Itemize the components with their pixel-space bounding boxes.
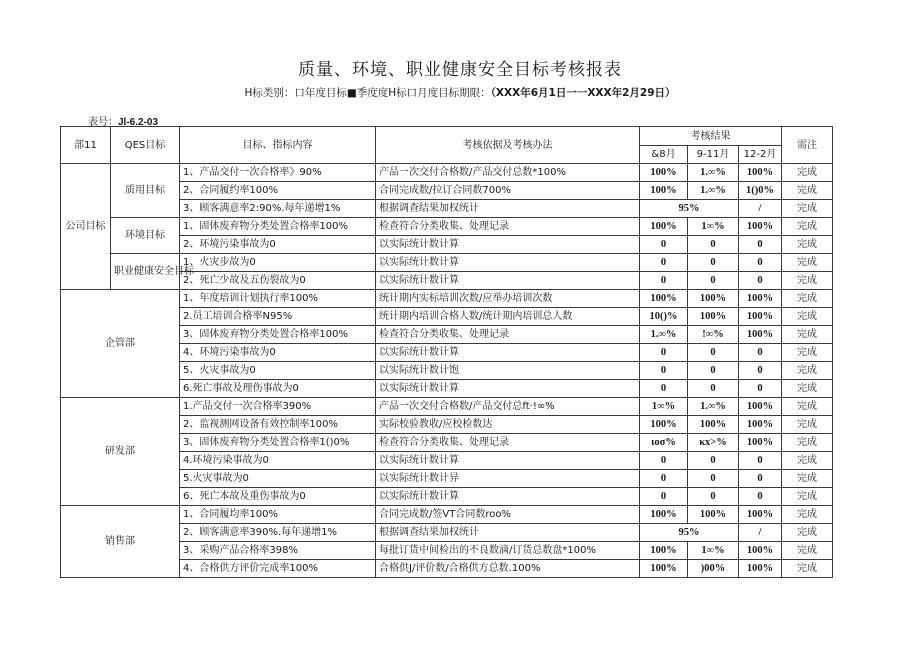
result-cell-3: 1()0% bbox=[739, 182, 782, 200]
result-cell-3: 0 bbox=[739, 236, 782, 254]
result-cell-1: 0 bbox=[640, 452, 688, 470]
note-cell: 完成 bbox=[782, 164, 833, 182]
note-cell: 完成 bbox=[782, 380, 833, 398]
result-cell-3: 0 bbox=[739, 380, 782, 398]
note-cell: 完成 bbox=[782, 362, 833, 380]
note-cell: 完成 bbox=[782, 542, 833, 560]
note-cell: 完成 bbox=[782, 308, 833, 326]
result-cell-2: 1∞% bbox=[688, 218, 739, 236]
method-cell: 检查符合分类收集、处理记录 bbox=[376, 434, 640, 452]
indicator-cell: 2、环境污染事故为0 bbox=[180, 236, 376, 254]
result-cell-1: 0 bbox=[640, 488, 688, 506]
method-cell: 产品一次交付合格数/产品交付总ft·!∞% bbox=[376, 398, 640, 416]
method-cell: 合格供J/评价数/合格供方总数.100% bbox=[376, 560, 640, 578]
result-cell-3: 0 bbox=[739, 254, 782, 272]
result-cell-1: 100% bbox=[640, 560, 688, 578]
result-cell-3: 0 bbox=[739, 452, 782, 470]
result-cell-2: 100% bbox=[688, 308, 739, 326]
header-method: 考核依据及考核办法 bbox=[376, 127, 640, 164]
result-cell-1: 0 bbox=[640, 254, 688, 272]
method-cell: 以实际统计数计算 bbox=[376, 236, 640, 254]
table-row bbox=[61, 254, 833, 272]
result-cell-1: 10()% bbox=[640, 308, 688, 326]
note-cell: 完成 bbox=[782, 182, 833, 200]
method-cell: 统计期内培训合格人数/统计期内培训总人数 bbox=[376, 308, 640, 326]
indicator-cell: 2、顾客满意率390%.每年递增1% bbox=[180, 524, 376, 542]
result-cell-1: 0 bbox=[640, 236, 688, 254]
result-cell-3: / bbox=[739, 524, 782, 542]
result-cell-1: 1.∞% bbox=[640, 326, 688, 344]
method-cell: 合同完成数/拉订合同数700% bbox=[376, 182, 640, 200]
subtitle-prefix: H标类别：口年度目标 bbox=[244, 87, 347, 99]
method-cell: 以实际统计数计饱 bbox=[376, 362, 640, 380]
result-cell-1: 100% bbox=[640, 182, 688, 200]
method-cell: 根据调查结果加权统计 bbox=[376, 524, 640, 542]
indicator-cell: 2、监视测网设备有效控制率100% bbox=[180, 416, 376, 434]
method-cell: 产品一次交付合格数/产品交付总数*100% bbox=[376, 164, 640, 182]
result-cell-1: 0 bbox=[640, 362, 688, 380]
result-cell-3: 0 bbox=[739, 272, 782, 290]
result-cell-2: 0 bbox=[688, 254, 739, 272]
result-cell-1: 100% bbox=[640, 218, 688, 236]
result-cell-2: )00% bbox=[688, 560, 739, 578]
indicator-cell: 6、死亡本故及重伤事故为0 bbox=[180, 488, 376, 506]
result-cell-2: 100% bbox=[688, 416, 739, 434]
note-cell: 完成 bbox=[782, 452, 833, 470]
result-cell-2: !∞% bbox=[688, 326, 739, 344]
table-row bbox=[61, 164, 833, 182]
header-qes: QES目标 bbox=[111, 127, 180, 164]
result-cell-3: / bbox=[739, 200, 782, 218]
result-cell-2: 1∞% bbox=[688, 542, 739, 560]
report-subtitle bbox=[0, 85, 920, 100]
result-cell-1: 100% bbox=[640, 416, 688, 434]
indicator-cell: 4、合格供方评价完成率100% bbox=[180, 560, 376, 578]
indicator-cell: 3、固体废弃物分类处置合格率100% bbox=[180, 326, 376, 344]
indicator-cell: 3、采购产品合格率398% bbox=[180, 542, 376, 560]
indicator-cell: 3、顾客满意率2:90%.每年递增1% bbox=[180, 200, 376, 218]
result-cell-1: ιoσ% bbox=[640, 434, 688, 452]
method-cell: 每批订货中间检出的不良数滴/订货总数盘*100% bbox=[376, 542, 640, 560]
indicator-cell: 3、固体废弃物分类处置合格率1()0% bbox=[180, 434, 376, 452]
header-result: 考核结果 bbox=[640, 127, 782, 146]
note-cell: 完成 bbox=[782, 290, 833, 308]
result-cell-2: 1.∞% bbox=[688, 182, 739, 200]
result-cell-3: 100% bbox=[739, 398, 782, 416]
result-cell-2: 0 bbox=[688, 470, 739, 488]
note-cell: 完成 bbox=[782, 236, 833, 254]
result-cell-2: 1.∞% bbox=[688, 398, 739, 416]
note-cell: 完成 bbox=[782, 254, 833, 272]
table-row bbox=[61, 506, 833, 524]
result-cell-1: 100% bbox=[640, 290, 688, 308]
note-cell: 完成 bbox=[782, 434, 833, 452]
result-cell-3: 100% bbox=[739, 542, 782, 560]
indicator-cell: 1、产品交付一次合格率》90% bbox=[180, 164, 376, 182]
result-merged-cell: 95% bbox=[640, 524, 739, 542]
note-cell: 完成 bbox=[782, 524, 833, 542]
method-cell: 以实际统计数计异 bbox=[376, 470, 640, 488]
note-cell: 完成 bbox=[782, 218, 833, 236]
dept-cell: 研发部 bbox=[61, 398, 180, 506]
header-dept: 部11 bbox=[61, 127, 111, 164]
result-cell-3: 100% bbox=[739, 308, 782, 326]
result-cell-3: 0 bbox=[739, 470, 782, 488]
report-title: 质量、环境、职业健康安全目标考核报表 bbox=[298, 60, 622, 80]
result-cell-1: 0 bbox=[640, 344, 688, 362]
result-cell-2: 0 bbox=[688, 488, 739, 506]
note-cell: 完成 bbox=[782, 200, 833, 218]
dept-cell: 公司目标 bbox=[61, 164, 111, 290]
method-cell: 统计期内实标培训次数/应举办培训次数 bbox=[376, 290, 640, 308]
result-cell-2: 0 bbox=[688, 236, 739, 254]
result-cell-3: 0 bbox=[739, 488, 782, 506]
method-cell: 根据调查结果加权统计 bbox=[376, 200, 640, 218]
table-row bbox=[61, 218, 833, 236]
indicator-cell: 2、合同履约率100% bbox=[180, 182, 376, 200]
result-cell-2: 1.∞% bbox=[688, 164, 739, 182]
note-cell: 完成 bbox=[782, 488, 833, 506]
subtitle-period: （XXX年6月1日一一XXX年2月29日） bbox=[490, 87, 676, 99]
dept-cell: 销售部 bbox=[61, 506, 180, 578]
result-cell-2: κx>% bbox=[688, 434, 739, 452]
method-cell: 以实际统计数计算 bbox=[376, 254, 640, 272]
table-row bbox=[61, 398, 833, 416]
result-cell-1: 1∞% bbox=[640, 398, 688, 416]
qes-cell: 职业健康安全目标 bbox=[111, 254, 180, 290]
result-cell-3: 100% bbox=[739, 506, 782, 524]
result-cell-1: 0 bbox=[640, 470, 688, 488]
result-cell-1: 100% bbox=[640, 506, 688, 524]
note-cell: 完成 bbox=[782, 398, 833, 416]
indicator-cell: 1、火灾步故为0 bbox=[180, 254, 376, 272]
header-note: 需注 bbox=[782, 127, 833, 164]
method-cell: 检查符合分类收集、处理记录 bbox=[376, 218, 640, 236]
method-cell: 以实际统计数计算 bbox=[376, 380, 640, 398]
result-cell-2: 0 bbox=[688, 362, 739, 380]
result-cell-2: 100% bbox=[688, 506, 739, 524]
result-cell-2: 0 bbox=[688, 272, 739, 290]
method-cell: 合同完成数/签VT合同数roo% bbox=[376, 506, 640, 524]
indicator-cell: 5.火灾事故为0 bbox=[180, 470, 376, 488]
result-cell-3: 100% bbox=[739, 560, 782, 578]
result-cell-3: 100% bbox=[739, 434, 782, 452]
result-cell-3: 100% bbox=[739, 416, 782, 434]
header-period-3: 12-2月 bbox=[739, 146, 782, 164]
result-cell-2: 0 bbox=[688, 380, 739, 398]
result-merged-cell: 95% bbox=[640, 200, 739, 218]
method-cell: 以实际统计数计算 bbox=[376, 344, 640, 362]
result-cell-3: 100% bbox=[739, 290, 782, 308]
method-cell: 以实际统计数计算 bbox=[376, 488, 640, 506]
note-cell: 完成 bbox=[782, 416, 833, 434]
form-number-code: Jl-6.2-03 bbox=[118, 117, 159, 128]
form-number-label: 表号： bbox=[88, 117, 118, 128]
subtitle-middle: 季度度H标口月度目标期限： bbox=[356, 87, 491, 99]
result-cell-1: 0 bbox=[640, 380, 688, 398]
qes-cell: 环境目标 bbox=[111, 218, 180, 254]
method-cell: 实际校验教收/应校检数达 bbox=[376, 416, 640, 434]
indicator-cell: 4、环境污染事故为0 bbox=[180, 344, 376, 362]
indicator-cell: 2.员工培训合格率N95% bbox=[180, 308, 376, 326]
header-indicator: 目标、指标内容 bbox=[180, 127, 376, 164]
result-cell-1: 100% bbox=[640, 164, 688, 182]
indicator-cell: 1、年度培训计划执行率100% bbox=[180, 290, 376, 308]
result-cell-3: 0 bbox=[739, 344, 782, 362]
note-cell: 完成 bbox=[782, 326, 833, 344]
indicator-cell: 1、合同履均率100% bbox=[180, 506, 376, 524]
result-cell-3: 100% bbox=[739, 218, 782, 236]
result-cell-2: 0 bbox=[688, 452, 739, 470]
method-cell: 以实际统计数计算 bbox=[376, 272, 640, 290]
result-cell-3: 100% bbox=[739, 164, 782, 182]
note-cell: 完成 bbox=[782, 470, 833, 488]
qes-cell: 质用目标 bbox=[111, 164, 180, 218]
table-row bbox=[61, 290, 833, 308]
result-cell-1: 100% bbox=[640, 542, 688, 560]
method-cell: 检查符合分类收集、处理记录 bbox=[376, 326, 640, 344]
indicator-cell: 2、死亡少故及五伤裂故为0 bbox=[180, 272, 376, 290]
method-cell: 以实际统计数计算 bbox=[376, 452, 640, 470]
result-cell-3: 0 bbox=[739, 362, 782, 380]
result-cell-3: 100% bbox=[739, 326, 782, 344]
note-cell: 完成 bbox=[782, 506, 833, 524]
header-period-1: &8月 bbox=[640, 146, 688, 164]
kpi-table bbox=[60, 126, 833, 578]
header-period-2: 9-11月 bbox=[688, 146, 739, 164]
note-cell: 完成 bbox=[782, 344, 833, 362]
result-cell-1: 0 bbox=[640, 272, 688, 290]
indicator-cell: 1、固体废弃物分类处置合格率100% bbox=[180, 218, 376, 236]
result-cell-2: 0 bbox=[688, 344, 739, 362]
indicator-cell: 6.死亡事故及理伤事故为0 bbox=[180, 380, 376, 398]
indicator-cell: 1.产品交付一次合格率390% bbox=[180, 398, 376, 416]
indicator-cell: 4.环境污染事故为0 bbox=[180, 452, 376, 470]
note-cell: 完成 bbox=[782, 560, 833, 578]
result-cell-2: 100% bbox=[688, 290, 739, 308]
note-cell: 完成 bbox=[782, 272, 833, 290]
dept-cell: 企管部 bbox=[61, 290, 180, 398]
indicator-cell: 5、火灾事故为0 bbox=[180, 362, 376, 380]
checked-box-icon: ■ bbox=[346, 87, 357, 99]
